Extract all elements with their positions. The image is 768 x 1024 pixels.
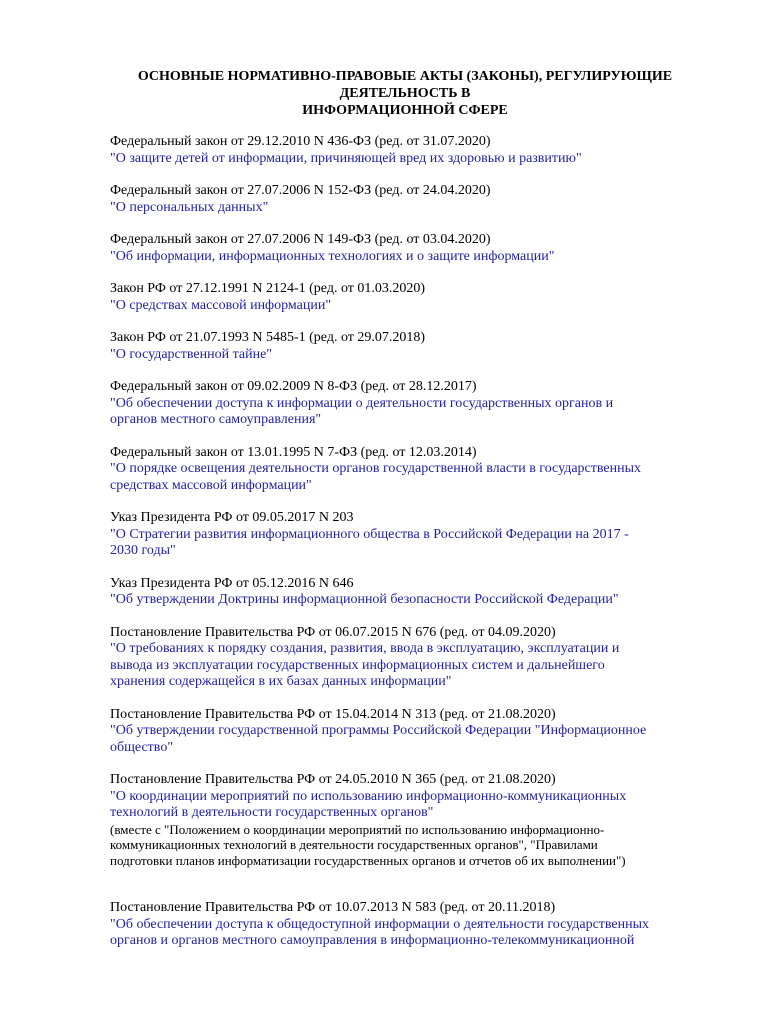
legal-acts-list [110, 134, 710, 966]
legal-act-entry [110, 330, 710, 363]
legal-act-title-line: 2030 годы" [110, 543, 176, 558]
legal-act-title-line: "О средствах массовой информации" [110, 297, 332, 313]
legal-act-entry [110, 445, 710, 495]
legal-act-title-line: хранения содержащейся в их базах данных информации" [110, 674, 452, 689]
legal-act-title-link[interactable] [110, 298, 710, 315]
legal-act-note-line: подготовки планов информатизации государственных органов и отчетов об их выполнении") [110, 852, 626, 868]
legal-act-title-line: "О порядке освещения деятельности органов государственной власти в государственных [110, 461, 642, 476]
legal-act-reference: Федеральный закон от 13.01.1995 N 7-ФЗ (ред. от 12.03.2014) [110, 444, 477, 460]
legal-act-title-link[interactable] [110, 917, 710, 950]
page-title-line: ДЕЯТЕЛЬНОСТЬ В [339, 86, 471, 101]
legal-act-reference: Постановление Правительства РФ от 24.05.2010 N 365 (ред. от 21.08.2020) [110, 772, 556, 787]
page-title [100, 68, 710, 119]
legal-act-title-line: общество" [110, 739, 174, 755]
legal-act-title-line: органов и органов местного самоуправления в информационно-телекоммуникационной [110, 933, 635, 948]
legal-act-note-line: (вместе с "Положением о координации мероприятий по использованию информационно- [110, 821, 605, 837]
legal-act-title-line: "О персональных данных" [110, 199, 269, 215]
legal-act-title-link[interactable] [110, 527, 710, 560]
legal-act-title-line: "О Стратегии развития информационного общества в Российской Федерации на 2017 - [110, 526, 629, 542]
legal-act-title-line: "О требованиях к порядку создания, развития, ввода в эксплуатацию, эксплуатации и [110, 641, 620, 656]
legal-act-title-line: "Об обеспечении доступа к общедоступной информации о деятельности государственных [110, 916, 650, 932]
legal-act-entry [110, 707, 710, 757]
legal-act-title-link[interactable] [110, 592, 710, 609]
legal-act-title-line: "О координации мероприятий по использованию информационно-коммуникационных [110, 788, 627, 804]
legal-act-title-line: органов местного самоуправления" [110, 412, 322, 427]
legal-act-entry [110, 232, 710, 265]
legal-act-entry [110, 576, 710, 609]
legal-act-note [110, 822, 710, 869]
legal-act-entry [110, 134, 710, 167]
page-title-line: ИНФОРМАЦИОННОЙ СФЕРЕ [302, 103, 508, 118]
legal-act-title-link[interactable] [110, 641, 710, 691]
legal-act-title-line: "Об утверждении государственной программы Российской Федерации "Информационное [110, 723, 647, 738]
legal-act-reference: Закон РФ от 27.12.1991 N 2124-1 (ред. от 01.03.2020) [110, 281, 426, 296]
legal-act-reference: Указ Президента РФ от 09.05.2017 N 203 [110, 510, 354, 525]
legal-act-title-line: вывода из эксплуатации государственных информационных систем и дальнейшего [110, 657, 605, 673]
legal-act-title-link[interactable] [110, 347, 710, 364]
legal-act-title-line: "О защите детей от информации, причиняющей вред их здоровью и развитию" [110, 150, 582, 166]
legal-act-reference: Постановление Правительства РФ от 06.07.2015 N 676 (ред. от 04.09.2020) [110, 624, 556, 640]
legal-act-note-line: коммуникационных технологий в деятельности государственных органов", "Правилами [110, 837, 598, 852]
legal-act-reference: Федеральный закон от 09.02.2009 N 8-ФЗ (ред. от 28.12.2017) [110, 379, 477, 394]
legal-act-title-link[interactable] [110, 151, 710, 168]
legal-act-entry [110, 510, 710, 560]
legal-act-title-line: "Об обеспечении доступа к информации о деятельности государственных органов и [110, 395, 614, 411]
legal-act-title-link[interactable] [110, 396, 710, 429]
legal-act-title-link[interactable] [110, 249, 710, 266]
legal-act-title-link[interactable] [110, 200, 710, 217]
legal-act-title-link[interactable] [110, 789, 710, 822]
legal-act-reference: Постановление Правительства РФ от 15.04.2014 N 313 (ред. от 21.08.2020) [110, 706, 556, 722]
legal-act-title-link[interactable] [110, 723, 710, 756]
legal-act-title-line: "Об утверждении Доктрины информационной безопасности Российской Федерации" [110, 592, 619, 607]
legal-act-reference: Федеральный закон от 27.07.2006 N 149-ФЗ (ред. от 03.04.2020) [110, 232, 491, 247]
legal-act-entry [110, 625, 710, 691]
legal-act-entry [110, 281, 710, 314]
legal-act-title-line: "Об информации, информационных технологиях и о защите информации" [110, 248, 555, 264]
legal-act-title-line: "О государственной тайне" [110, 346, 273, 362]
legal-act-entry [110, 379, 710, 429]
legal-act-title-line: средствах массовой информации" [110, 477, 312, 493]
legal-act-reference: Постановление Правительства РФ от 10.07.2013 N 583 (ред. от 20.11.2018) [110, 900, 556, 915]
legal-act-reference: Федеральный закон от 27.07.2006 N 152-ФЗ (ред. от 24.04.2020) [110, 183, 491, 198]
legal-act-reference: Федеральный закон от 29.12.2010 N 436-ФЗ (ред. от 31.07.2020) [110, 134, 491, 149]
legal-act-entry [110, 183, 710, 216]
legal-act-entry [110, 900, 710, 950]
legal-act-reference: Указ Президента РФ от 05.12.2016 N 646 [110, 575, 354, 591]
legal-act-entry [110, 772, 710, 868]
page-title-line: ОСНОВНЫЕ НОРМАТИВНО-ПРАВОВЫЕ АКТЫ (ЗАКОНЫ), РЕГУЛИРУЮЩИЕ [137, 69, 673, 84]
legal-act-title-line: технологий в деятельности государственных органов" [110, 805, 434, 820]
legal-act-title-link[interactable] [110, 461, 710, 494]
legal-act-reference: Закон РФ от 21.07.1993 N 5485-1 (ред. от 29.07.2018) [110, 330, 426, 345]
